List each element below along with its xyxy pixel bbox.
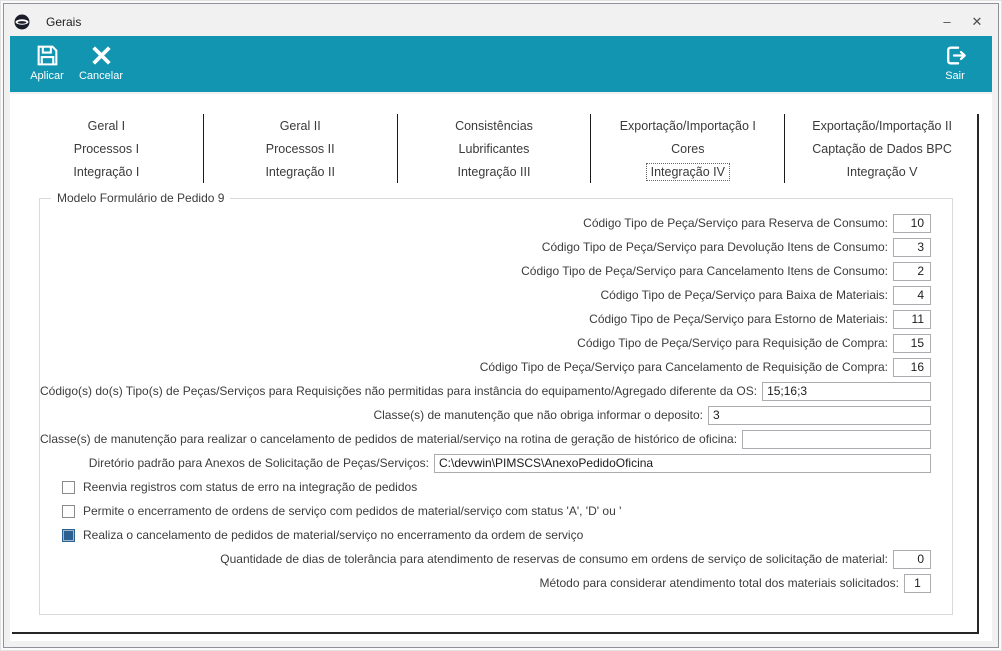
- checkbox-row: [40, 475, 952, 499]
- tab-label: Processos I: [73, 141, 140, 156]
- field-row: [40, 379, 952, 403]
- field-label: Método para considerar atendimento total dos materiais solicitados:: [539, 576, 899, 590]
- field-row: [40, 307, 952, 331]
- client-area: [10, 94, 992, 641]
- cancel-label: Cancelar: [78, 70, 124, 82]
- tab-label: Exportação/Importação II: [812, 118, 952, 133]
- tab-integracao-iii[interactable]: [398, 160, 592, 183]
- field-row: [40, 571, 952, 595]
- tab-processos-i[interactable]: [10, 137, 204, 160]
- field-label: Diretório padrão para Anexos de Solicitação de Peças/Serviços:: [88, 456, 429, 470]
- window-title: Gerais: [46, 15, 82, 29]
- field-row: [40, 403, 952, 427]
- tab-exportacao-importacao-ii[interactable]: [785, 114, 979, 137]
- field-input[interactable]: [893, 358, 931, 377]
- tab-integracao-iv[interactable]: [591, 160, 785, 183]
- checkbox-label: Permite o encerramento de ordens de serviço com pedidos de material/serviço com status 'A', 'D' ou ': [83, 504, 622, 518]
- tab-label: Consistências: [455, 118, 533, 133]
- minimize-button[interactable]: –: [943, 14, 951, 29]
- field-input[interactable]: [708, 406, 931, 425]
- tab-label: Integração III: [457, 164, 531, 179]
- tab-label: Geral I: [87, 118, 126, 133]
- tab-geral-ii[interactable]: [204, 114, 398, 137]
- field-label: Classe(s) de manutenção que não obriga informar o deposito:: [373, 408, 703, 422]
- tab-label: Integração V: [846, 164, 918, 179]
- field-row: [40, 547, 952, 571]
- checkbox[interactable]: [62, 481, 75, 494]
- tab-cores[interactable]: [591, 137, 785, 160]
- tab-integracao-ii[interactable]: [204, 160, 398, 183]
- field-label: Código Tipo de Peça/Serviço para Requisição de Compra:: [577, 336, 888, 350]
- field-label: Código Tipo de Peça/Serviço para Estorno de Materiais:: [589, 312, 888, 326]
- checkbox[interactable]: [62, 529, 75, 542]
- checkbox-row: [40, 499, 952, 523]
- tab-label: Integração IV: [647, 164, 729, 180]
- field-row: [40, 235, 952, 259]
- apply-label: Aplicar: [30, 70, 64, 82]
- checkbox-label: Reenvia registros com status de erro na integração de pedidos: [83, 480, 418, 494]
- tab-label: Integração II: [265, 164, 335, 179]
- field-row: [40, 259, 952, 283]
- exit-icon: [943, 43, 968, 68]
- field-input[interactable]: [893, 214, 931, 233]
- field-input[interactable]: [893, 262, 931, 281]
- tab-label: Lubrificantes: [458, 141, 530, 156]
- tab-label: Processos II: [265, 141, 335, 156]
- tab-integracao-v[interactable]: [785, 160, 979, 183]
- tab-captacao-de-dados-bpc[interactable]: [785, 137, 979, 160]
- groupbox-title: Modelo Formulário de Pedido 9: [51, 191, 230, 205]
- cancel-x-icon: [89, 43, 114, 68]
- field-input[interactable]: [893, 286, 931, 305]
- exit-label: Sair: [945, 70, 965, 82]
- tab-label: Integração I: [73, 164, 140, 179]
- tab-consistencias[interactable]: [398, 114, 592, 137]
- field-input[interactable]: [893, 334, 931, 353]
- tab-exportacao-importacao-i[interactable]: [591, 114, 785, 137]
- field-input[interactable]: [762, 382, 931, 401]
- apply-button[interactable]: [20, 36, 74, 92]
- tab-integracao-i[interactable]: [10, 160, 204, 183]
- groupbox-modelo-formulario: [39, 191, 953, 615]
- tab-processos-ii[interactable]: [204, 137, 398, 160]
- field-label: Código Tipo de Peça/Serviço para Baixa de Materiais:: [600, 288, 888, 302]
- field-label: Código Tipo de Peça/Serviço para Devolução Itens de Consumo:: [541, 240, 888, 254]
- tab-geral-i[interactable]: [10, 114, 204, 137]
- field-row: [40, 211, 952, 235]
- tab-label: Captação de Dados BPC: [812, 141, 952, 156]
- field-input[interactable]: [893, 310, 931, 329]
- right-separator-line: [977, 114, 979, 634]
- field-row: [40, 451, 952, 475]
- field-label: Código Tipo de Peça/Serviço para Cancelamento Itens de Consumo:: [521, 264, 888, 278]
- tab-lubrificantes[interactable]: [398, 137, 592, 160]
- field-row: [40, 355, 952, 379]
- title-bar: [10, 10, 992, 34]
- app-logo-icon: [13, 13, 31, 31]
- save-icon: [35, 43, 60, 68]
- bottom-separator-line: [12, 632, 977, 634]
- field-input[interactable]: [742, 430, 931, 449]
- field-input[interactable]: [434, 454, 931, 473]
- field-input[interactable]: [893, 550, 931, 569]
- field-label: Código(s) do(s) Tipo(s) de Peças/Serviços para Requisições não permitidas para instância do equipamento/Agregado diferente da OS:: [40, 384, 758, 398]
- toolbar-spacer: [128, 36, 928, 92]
- checkbox[interactable]: [62, 505, 75, 518]
- field-label: Código Tipo de Peça/Serviço para Cancelamento de Requisição de Compra:: [479, 360, 888, 374]
- window-frame: [3, 3, 999, 648]
- checkbox-label: Realiza o cancelamento de pedidos de material/serviço no encerramento da ordem de serviço: [83, 528, 584, 542]
- field-label: Classe(s) de manutenção para realizar o cancelamento de pedidos de material/serviço na rotina de geração de histórico de oficina:: [40, 432, 738, 446]
- tab-label: Geral II: [279, 118, 321, 133]
- field-row: [40, 331, 952, 355]
- field-label: Quantidade de dias de tolerância para atendimento de reservas de consumo em ordens de serviço de solicitação de material:: [220, 552, 888, 566]
- field-input[interactable]: [893, 238, 931, 257]
- close-button[interactable]: ✕: [971, 14, 983, 29]
- cancel-button[interactable]: [74, 36, 128, 92]
- tab-label: Cores: [671, 141, 705, 156]
- field-row: [40, 427, 952, 451]
- field-label: Código Tipo de Peça/Serviço para Reserva de Consumo:: [583, 216, 888, 230]
- tab-grid: [10, 114, 979, 183]
- field-row: [40, 283, 952, 307]
- exit-button[interactable]: [928, 36, 982, 92]
- field-input[interactable]: [904, 574, 931, 593]
- checkbox-row: [40, 523, 952, 547]
- tab-label: Exportação/Importação I: [619, 118, 756, 133]
- groupbox-fields: [40, 199, 952, 614]
- toolbar: [10, 36, 992, 92]
